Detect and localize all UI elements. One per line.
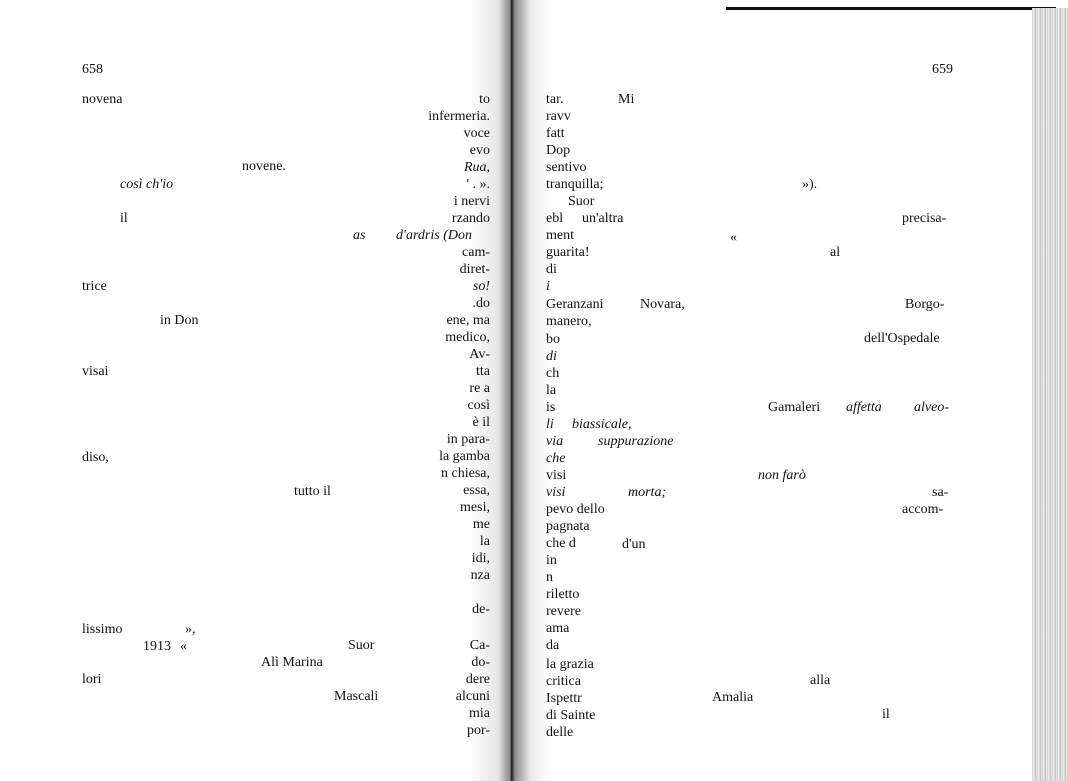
word: Suor: [348, 638, 375, 653]
word: morta;: [628, 485, 667, 500]
word: me: [472, 517, 490, 532]
word: pevo dello: [546, 502, 605, 517]
top-rule: [726, 7, 1056, 10]
word: così ch'io: [120, 177, 174, 192]
word: dere: [465, 672, 490, 687]
word: di: [546, 349, 557, 364]
word: sentivo: [546, 160, 587, 175]
word: in: [546, 553, 557, 568]
word: d'un: [622, 537, 646, 552]
word: tranquilla;: [546, 177, 604, 192]
word: Alì Marina: [261, 655, 323, 670]
word: visai: [82, 364, 109, 379]
word: sa-: [932, 485, 949, 500]
word: che: [546, 451, 566, 466]
word: al: [830, 245, 841, 260]
word: bo: [546, 332, 560, 347]
word: visi: [546, 468, 567, 483]
word: di: [546, 262, 557, 277]
word: ' . ».: [466, 177, 490, 192]
word: por-: [466, 723, 490, 738]
word: Borgo-: [905, 297, 945, 312]
word: biassicale,: [572, 417, 632, 432]
word: il: [120, 211, 128, 226]
word: diret-: [459, 262, 490, 277]
word: Ca-: [469, 638, 490, 653]
word: Av-: [469, 347, 490, 362]
word: Ispettr: [546, 691, 582, 706]
word: to: [479, 92, 490, 107]
word: in para-: [446, 432, 490, 447]
page-number-right: 659: [932, 62, 953, 77]
word: Rua,: [463, 160, 490, 175]
word: do-: [471, 655, 490, 670]
word: voce: [463, 126, 490, 141]
word: Gamaleri: [768, 400, 821, 415]
word: Geranzani: [546, 297, 604, 312]
word: idi,: [471, 551, 490, 566]
word: «: [180, 639, 187, 654]
word: n chiesa,: [441, 466, 490, 481]
word: ebl: [546, 211, 564, 226]
word: Dop: [546, 143, 571, 158]
word: trice: [82, 279, 107, 294]
word: essa,: [463, 483, 490, 498]
word: da: [546, 638, 560, 653]
word: .do: [472, 296, 490, 311]
word: ama: [546, 621, 570, 636]
word: delle: [546, 725, 574, 740]
word: suppurazione: [598, 434, 674, 449]
word: nza: [470, 568, 490, 583]
word: non farò: [758, 468, 806, 483]
word: tta: [476, 364, 490, 379]
word: ch: [546, 366, 560, 381]
word: è il: [472, 415, 490, 430]
word: alveo-: [914, 400, 949, 415]
word: un'altra: [582, 211, 624, 226]
word: Suor: [568, 194, 595, 209]
word: mia: [469, 706, 490, 721]
word: d'ardris (Don: [396, 228, 472, 243]
word: lori: [82, 672, 102, 687]
word: in Don: [160, 313, 199, 328]
word: i: [546, 279, 550, 294]
word: tar.: [546, 92, 564, 107]
word: la: [546, 383, 557, 398]
word: is: [546, 400, 556, 415]
word: cam-: [462, 245, 490, 260]
word: Mi: [618, 92, 635, 107]
word: so!: [472, 279, 490, 294]
word: »).: [802, 177, 818, 192]
word: la gamba: [439, 449, 490, 464]
word: ravv: [546, 109, 571, 124]
word: ment: [546, 228, 574, 243]
word: di Sainte: [546, 708, 596, 723]
word: Amalia: [712, 690, 754, 705]
word: ene, ma: [446, 313, 490, 328]
word: revere: [546, 604, 581, 619]
word: riletto: [546, 587, 580, 602]
word: »,: [185, 622, 196, 637]
word: Novara,: [640, 297, 685, 312]
word: mesi,: [460, 500, 490, 515]
word: evo: [469, 143, 490, 158]
word: accom-: [902, 502, 944, 517]
word: alcuni: [455, 689, 490, 704]
word: così: [467, 398, 490, 413]
word: Mascali: [334, 689, 379, 704]
word: fatt: [546, 126, 565, 141]
word: alla: [810, 673, 831, 688]
word: critica: [546, 674, 581, 689]
word: la grazia: [546, 657, 594, 672]
word: manero,: [546, 314, 592, 329]
word: il: [882, 707, 890, 722]
word: infermeria.: [428, 109, 490, 124]
word: la: [479, 534, 490, 549]
word: dell'Ospedale: [864, 331, 940, 346]
word: visi: [546, 485, 566, 500]
word: tutto il: [294, 484, 331, 499]
word: che d: [546, 536, 576, 551]
word: de-: [472, 602, 490, 617]
word: affetta: [846, 400, 882, 415]
word: n: [546, 570, 553, 585]
word: via: [546, 434, 564, 449]
word: lissimo: [82, 622, 123, 637]
word: novene.: [242, 159, 286, 174]
word: medico,: [445, 330, 490, 345]
word: li: [546, 417, 554, 432]
word: pagnata: [546, 519, 590, 534]
word: as: [353, 228, 366, 243]
word: rzando: [451, 211, 490, 226]
word: re a: [469, 381, 490, 396]
word: 1913: [143, 639, 171, 654]
word: «: [730, 230, 737, 245]
page-edge: [1032, 8, 1068, 781]
word: diso,: [82, 450, 109, 465]
word: guarita!: [546, 245, 590, 260]
word: i nervi: [453, 194, 490, 209]
word: novena: [82, 92, 123, 107]
page-number-left: 658: [82, 62, 103, 77]
word: precisa-: [902, 211, 947, 226]
